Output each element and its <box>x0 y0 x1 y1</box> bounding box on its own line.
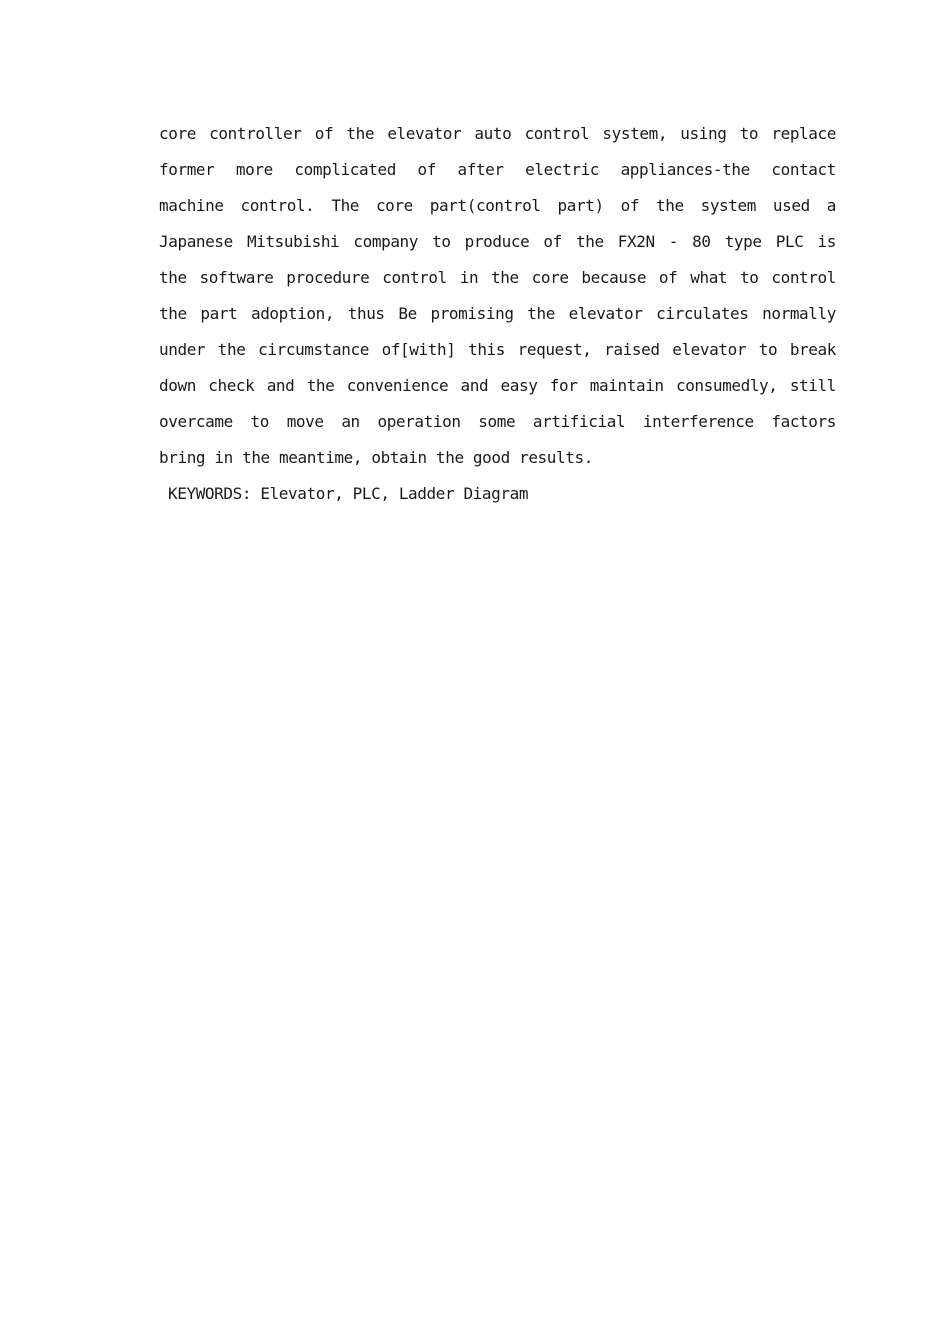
abstract-line: core controller of the elevator auto control system, using to replace <box>159 124 836 143</box>
abstract-body <box>159 116 836 512</box>
abstract-line: bring in the meantime, obtain the good results. <box>159 448 593 467</box>
abstract-line: the software procedure control in the core because of what to control <box>159 268 836 287</box>
abstract-line: Japanese Mitsubishi company to produce of the FX2N - 80 type PLC is <box>159 232 836 251</box>
abstract-line: overcame to move an operation some artificial interference factors <box>159 412 836 431</box>
keywords-line: KEYWORDS: Elevator, PLC, Ladder Diagram <box>168 484 529 503</box>
abstract-line: former more complicated of after electric appliances-the contact <box>159 160 836 179</box>
abstract-line: machine control. The core part(control part) of the system used a <box>159 196 836 215</box>
abstract-line: the part adoption, thus Be promising the elevator circulates normally <box>159 304 836 323</box>
abstract-line: under the circumstance of[with] this request, raised elevator to break <box>159 340 836 359</box>
abstract-line: down check and the convenience and easy for maintain consumedly, still <box>159 376 836 395</box>
